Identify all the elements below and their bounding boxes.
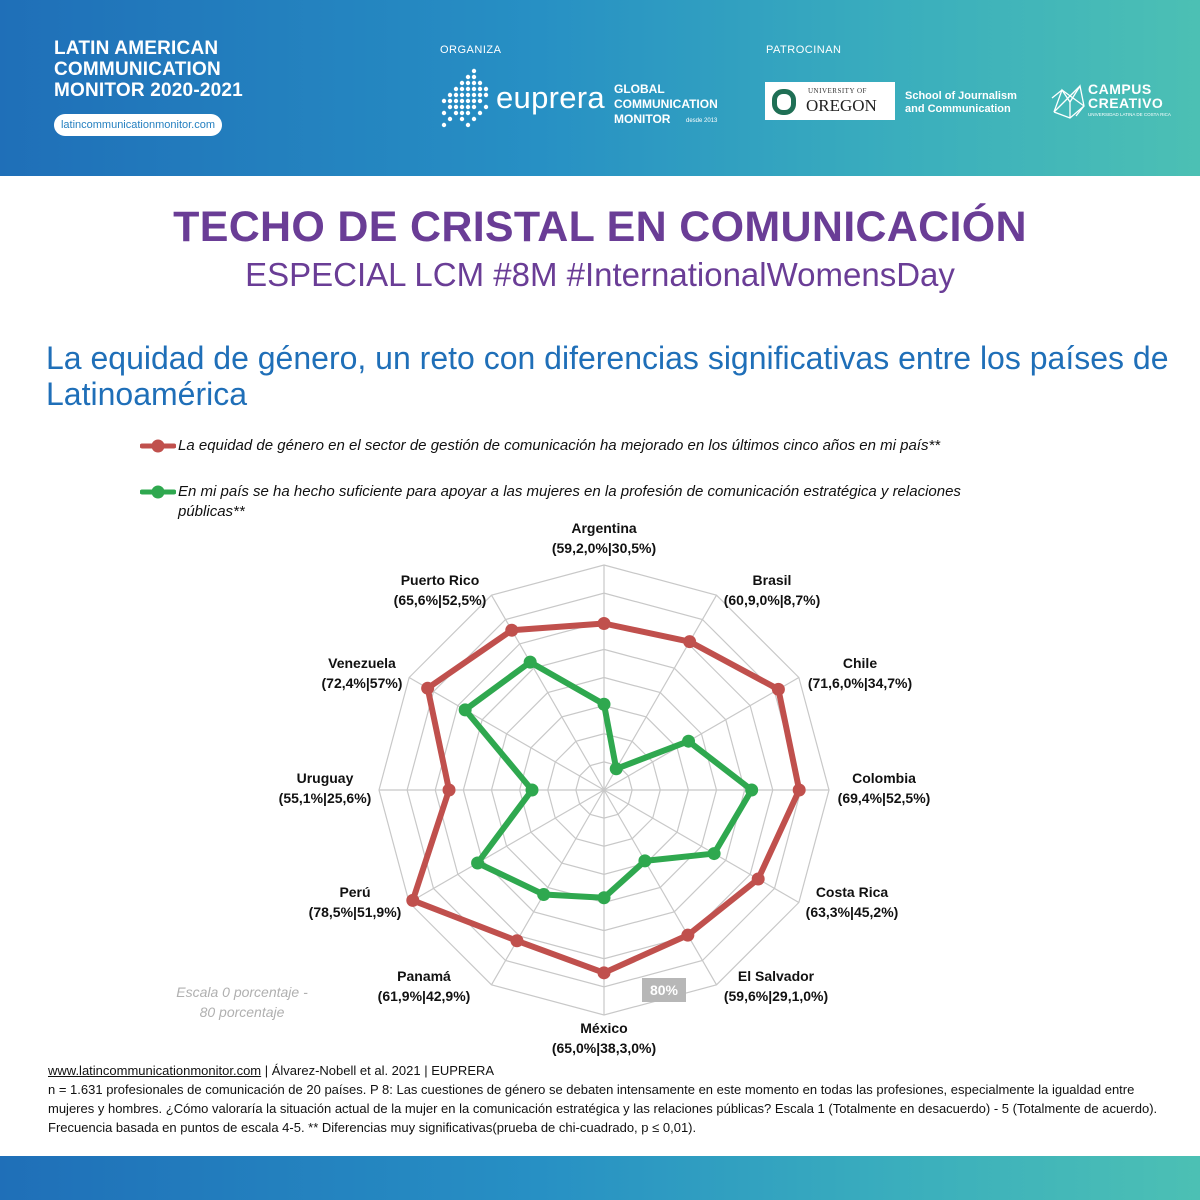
sjc-line: School of Journalism bbox=[905, 90, 1017, 102]
country-name: Panamá bbox=[397, 968, 451, 984]
oregon-university-label: UNIVERSITY OF bbox=[808, 87, 867, 95]
country-name: El Salvador bbox=[737, 968, 815, 984]
data-point bbox=[537, 888, 550, 901]
sjc-line: and Communication bbox=[905, 103, 1011, 115]
gcm-line: MONITOR bbox=[614, 112, 671, 126]
country-name: Chile bbox=[842, 655, 878, 671]
page-subtitle: ESPECIAL LCM #8M #InternationalWomensDay bbox=[245, 256, 955, 293]
data-point bbox=[443, 784, 456, 797]
country-name: Puerto Rico bbox=[400, 572, 480, 588]
country-label bbox=[682, 570, 862, 610]
lcm-title-line: MONITOR 2020-2021 bbox=[54, 80, 243, 101]
country-values: (65,0%|38,3,0%) bbox=[551, 1040, 657, 1056]
data-point bbox=[505, 624, 518, 637]
radar-spoke bbox=[604, 678, 799, 791]
country-name: Costa Rica bbox=[815, 884, 889, 900]
country-values: (72,4%|57%) bbox=[321, 675, 403, 691]
country-label bbox=[235, 768, 415, 808]
bottom-banner bbox=[0, 1156, 1200, 1200]
country-label bbox=[350, 570, 530, 610]
country-name: Brasil bbox=[752, 572, 792, 588]
country-label bbox=[272, 653, 452, 693]
data-point bbox=[524, 656, 537, 669]
data-point bbox=[526, 784, 539, 797]
country-label bbox=[334, 966, 514, 1006]
data-point bbox=[598, 891, 611, 904]
country-values: (60,9,0%|8,7%) bbox=[723, 592, 821, 608]
campus-line: CREATIVO bbox=[1088, 95, 1164, 111]
data-point bbox=[510, 934, 523, 947]
country-values: (69,4%|52,5%) bbox=[837, 790, 931, 806]
country-label bbox=[514, 518, 694, 558]
legend-label-improved: La equidad de género en el sector de gestión de comunicación ha mejorado en los últimos cinco años en mi país** bbox=[178, 437, 941, 454]
gcm-line: GLOBAL bbox=[614, 82, 665, 96]
country-label bbox=[770, 653, 950, 693]
footer-source-link[interactable]: www.latincommunicationmonitor.com bbox=[48, 1063, 262, 1078]
lcm-website-link[interactable]: latincommunicationmonitor.com bbox=[54, 114, 222, 136]
country-label bbox=[265, 882, 445, 922]
legend-label-support: En mi país se ha hecho suficiente para apoyar a las mujeres en la profesión de comunicación estratégica y relaciones públicas** bbox=[178, 483, 961, 520]
country-label bbox=[514, 1018, 694, 1058]
country-values: (78,5%|51,9%) bbox=[308, 904, 402, 920]
country-values: (71,6,0%|34,7%) bbox=[807, 675, 913, 691]
series-line-0 bbox=[413, 624, 799, 973]
lcm-title-line: LATIN AMERICAN bbox=[54, 38, 219, 59]
data-point bbox=[598, 966, 611, 979]
country-values: (61,9%|42,9%) bbox=[377, 988, 471, 1004]
oregon-name-label: OREGON bbox=[806, 96, 877, 115]
country-values: (59,6%|29,1,0%) bbox=[723, 988, 829, 1004]
data-point bbox=[610, 762, 623, 775]
data-point bbox=[638, 854, 651, 867]
country-values: (59,2,0%|30,5%) bbox=[551, 540, 657, 556]
data-point bbox=[598, 698, 611, 711]
series-line-1 bbox=[465, 662, 751, 898]
data-point bbox=[598, 617, 611, 630]
data-point bbox=[683, 635, 696, 648]
organiza-label: ORGANIZA bbox=[440, 44, 502, 56]
patrocinan-label: PATROCINAN bbox=[766, 44, 842, 56]
data-point bbox=[459, 703, 472, 716]
campus-line: CAMPUS bbox=[1088, 81, 1152, 97]
footer-source-rest: | Álvarez-Nobell et al. 2021 | EUPRERA bbox=[261, 1063, 495, 1078]
data-point bbox=[682, 735, 695, 748]
country-name: Perú bbox=[339, 884, 371, 900]
data-point bbox=[681, 929, 694, 942]
chart-heading: La equidad de género, un reto con diferencias significativas entre los países de Latinoamérica bbox=[46, 340, 1169, 412]
footer-notes bbox=[48, 1061, 1158, 1137]
euprera-wordmark: euprera bbox=[496, 80, 605, 115]
gcm-line: COMMUNICATION bbox=[614, 97, 718, 111]
data-point bbox=[745, 784, 758, 797]
radar-spoke bbox=[604, 790, 717, 985]
country-values: (65,6%|52,5%) bbox=[393, 592, 487, 608]
footer-source-line bbox=[48, 1061, 1158, 1080]
axis-max-tick-label: 80% bbox=[642, 978, 686, 1002]
gcm-since-text: desde 2013 bbox=[686, 118, 718, 124]
country-name: Uruguay bbox=[296, 770, 354, 786]
country-name: México bbox=[580, 1020, 628, 1036]
data-point bbox=[708, 847, 721, 860]
country-values: (63,3%|45,2%) bbox=[805, 904, 899, 920]
country-values: (55,1%|25,6%) bbox=[278, 790, 372, 806]
scale-note: Escala 0 porcentaje - 80 porcentaje bbox=[176, 984, 308, 1020]
campus-subtitle: UNIVERSIDAD LATINA DE COSTA RICA bbox=[1088, 112, 1171, 117]
country-name: Argentina bbox=[571, 520, 637, 536]
country-label bbox=[762, 882, 942, 922]
lcm-title-line: COMMUNICATION bbox=[54, 59, 221, 80]
country-name: Colombia bbox=[852, 770, 916, 786]
country-label bbox=[794, 768, 974, 808]
page-title: TECHO DE CRISTAL EN COMUNICACIÓN bbox=[173, 203, 1027, 251]
footer-methodology-note: n = 1.631 profesionales de comunicación de 20 países. P 8: Las cuestiones de género se debaten intensamente en este momento en todas las profesiones, especialmente la igualdad entre mujeres y hombres. ¿Cómo valoraría la situación actual de la mujer en la comunicación estratégica y las relaciones públicas? Escala 1 (Totalmente en desacuerdo) - 5 (Totalmente de acuerdo). Frecuencia basada en puntos de escala 4-5. ** Diferencias muy significativas(prueba de chi-cuadrado, p ≤ 0,01). bbox=[48, 1082, 1158, 1135]
country-name: Venezuela bbox=[328, 655, 396, 671]
country-label bbox=[686, 966, 866, 1006]
data-point bbox=[471, 856, 484, 869]
